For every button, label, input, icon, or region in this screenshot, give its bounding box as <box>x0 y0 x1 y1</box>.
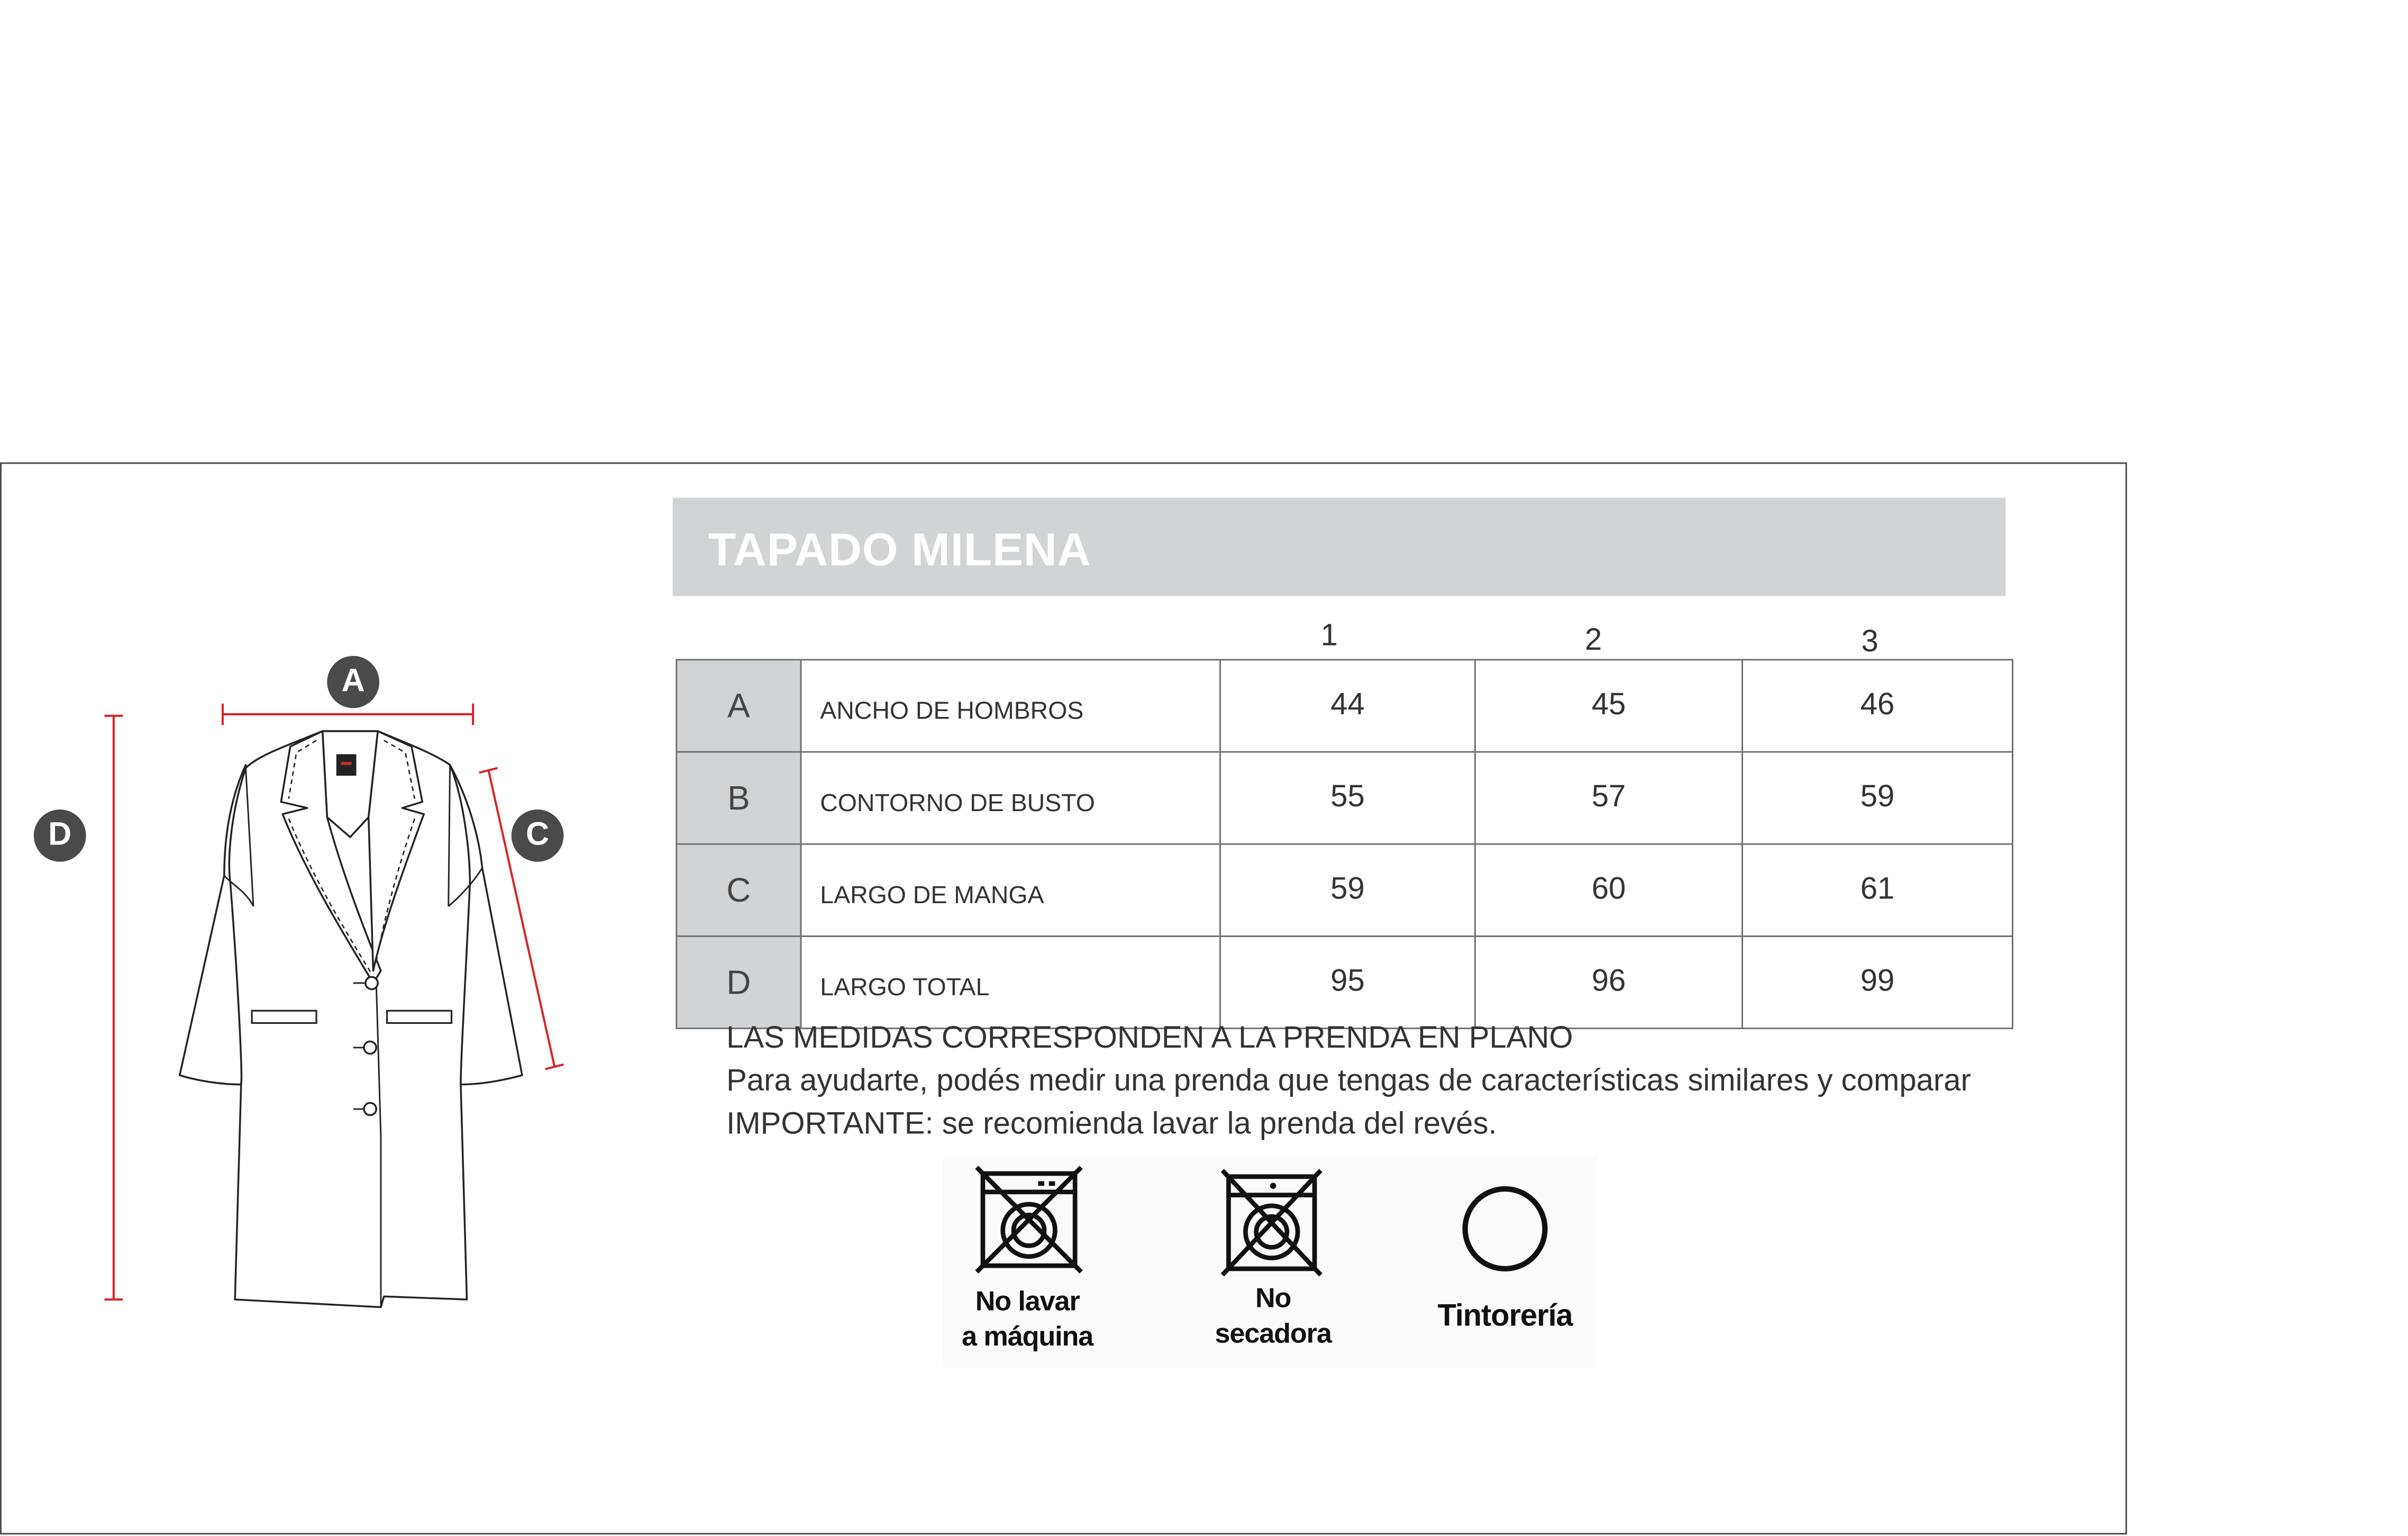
table-row <box>677 936 2013 1028</box>
cell-value: 96 <box>1475 936 1742 1028</box>
cell-value: 59 <box>1743 752 2013 844</box>
row-letter: B <box>677 752 801 844</box>
badge-c: C <box>512 810 564 862</box>
cell-value: 99 <box>1743 936 2013 1028</box>
coat-right-pocket <box>387 1011 452 1023</box>
cell-value: 59 <box>1220 844 1475 936</box>
cell-value: 46 <box>1743 660 2013 752</box>
note-flat-measure: LAS MEDIDAS CORRESPONDEN A LA PRENDA EN PLANO <box>726 1021 1573 1056</box>
cell-value: 57 <box>1475 752 1742 844</box>
measurements-table <box>676 659 2013 1029</box>
note-important: IMPORTANTE: se recomienda lavar la prenda del revés. <box>726 1107 1497 1142</box>
row-letter: C <box>677 844 801 936</box>
coat-left-pocket <box>252 1011 316 1023</box>
note-compare: Para ayudarte, podés medir una prenda que tengas de características similares y comparar <box>726 1064 1971 1098</box>
row-letter: D <box>677 936 801 1028</box>
table-row <box>677 752 2013 844</box>
care-label-dry-clean: Tintorería <box>1437 1299 1573 1333</box>
cell-value: 95 <box>1220 936 1475 1028</box>
size-header-1: 1 <box>1320 619 1338 653</box>
size-header-2: 2 <box>1584 623 1602 658</box>
measure-line-d <box>104 716 123 1299</box>
coat-button <box>364 1103 376 1115</box>
coat-button <box>366 977 378 989</box>
no-machine-wash-icon <box>977 1167 1081 1271</box>
row-label: LARGO DE MANGA <box>801 844 1220 936</box>
cell-value: 44 <box>1220 660 1475 752</box>
cell-value: 61 <box>1743 844 2013 936</box>
title-bar <box>673 498 2006 596</box>
row-label: LARGO TOTAL <box>801 936 1220 1028</box>
badge-d: D <box>34 810 86 862</box>
cell-value: 55 <box>1220 752 1475 844</box>
table-row <box>677 844 2013 936</box>
coat-diagram <box>0 645 614 1351</box>
care-label-no-dryer: No secadora <box>1215 1283 1331 1349</box>
table-row <box>677 660 2013 752</box>
row-label: ANCHO DE HOMBROS <box>801 660 1220 752</box>
dry-clean-icon <box>1465 1189 1545 1269</box>
cell-value: 60 <box>1475 844 1742 936</box>
cell-value: 45 <box>1475 660 1742 752</box>
care-label-no-machine-wash: No lavar a máquina <box>962 1285 1093 1352</box>
row-label: CONTORNO DE BUSTO <box>801 752 1220 844</box>
size-header-3: 3 <box>1861 625 1878 659</box>
badge-a: A <box>327 656 379 708</box>
measurement-notes <box>726 1017 1971 1146</box>
care-instructions <box>943 1155 1598 1367</box>
page-title: TAPADO MILENA <box>708 525 1091 576</box>
coat-button <box>364 1041 376 1053</box>
row-letter: A <box>677 660 801 752</box>
